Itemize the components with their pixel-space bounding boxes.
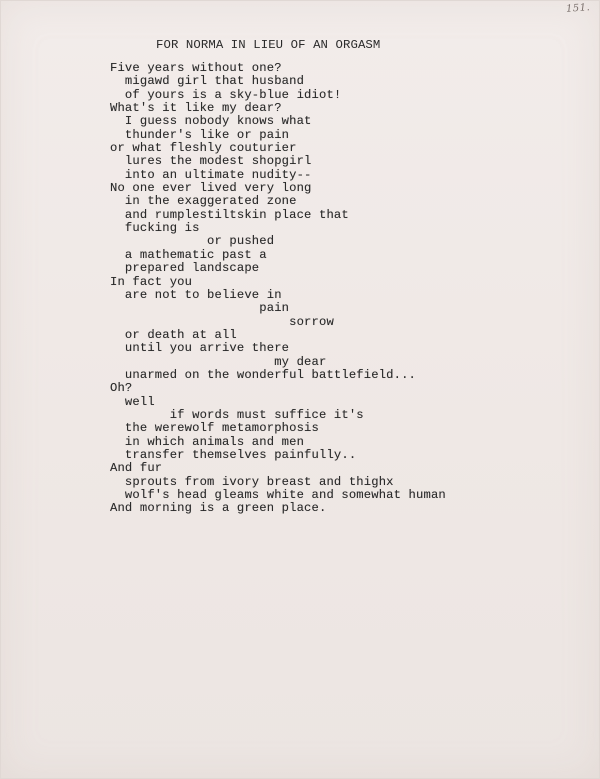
- poem-line: pain: [110, 301, 290, 316]
- poem-line: No one ever lived very long: [110, 181, 312, 196]
- poem-line: are not to believe in: [110, 287, 282, 302]
- poem-body: [110, 62, 446, 516]
- poem-line: or pushed: [110, 234, 275, 249]
- poem-line: my dear: [110, 354, 327, 369]
- poem-line: unarmed on the wonderful battlefield...: [110, 367, 417, 382]
- poem-line: And morning is a green place.: [110, 501, 327, 516]
- poem-line: transfer themselves painfully..: [110, 447, 357, 462]
- poem-line: What's it like my dear?: [110, 101, 282, 116]
- poem-line: or death at all: [110, 327, 237, 342]
- poem-line: the werewolf metamorphosis: [110, 421, 319, 436]
- poem-line: into an ultimate nudity--: [110, 167, 312, 182]
- poem-line: prepared landscape: [110, 261, 260, 276]
- poem-line: of yours is a sky-blue idiot!: [110, 87, 342, 102]
- poem-line: fucking is: [110, 221, 200, 236]
- page-number: 151.: [565, 2, 591, 15]
- poem-line: lures the modest shopgirl: [110, 154, 312, 169]
- poem-line: I guess nobody knows what: [110, 114, 312, 129]
- poem-line: thunder's like or pain: [110, 127, 290, 142]
- poem-line: sorrow: [110, 314, 334, 329]
- poem-line: until you arrive there: [110, 341, 290, 356]
- poem-line: well: [110, 394, 155, 409]
- poem-line: And fur: [110, 461, 163, 476]
- poem-line: if words must suffice it's: [110, 407, 364, 422]
- poem-line: and rumplestiltskin place that: [110, 207, 349, 222]
- poem-line: a mathematic past a: [110, 247, 267, 262]
- poem-line: migawd girl that husband: [110, 74, 305, 89]
- poem-line: sprouts from ivory breast and thighx: [110, 474, 394, 489]
- poem-title: FOR NORMA IN LIEU OF AN ORGASM: [156, 38, 381, 52]
- poem-line: In fact you: [110, 274, 193, 289]
- poem-line: Five years without one?: [110, 61, 282, 75]
- poem-line: Oh?: [110, 381, 133, 396]
- poem-line: or what fleshly couturier: [110, 141, 297, 156]
- poem-line: in which animals and men: [110, 434, 305, 449]
- poem-line: in the exaggerated zone: [110, 194, 297, 209]
- poem-line: wolf's head gleams white and somewhat human: [110, 488, 446, 502]
